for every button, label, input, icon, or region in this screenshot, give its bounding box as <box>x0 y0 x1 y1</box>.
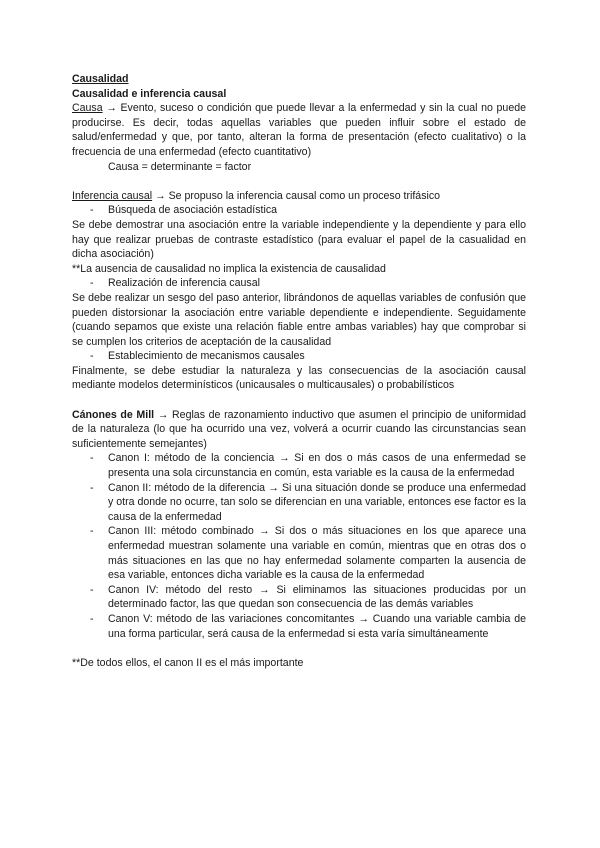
canon-item <box>72 481 526 525</box>
bullet-dash: - <box>90 612 94 625</box>
bullet-dash: - <box>90 452 94 465</box>
step-3-label: Establecimiento de mecanismos causales <box>108 350 305 363</box>
causa-formula: Causa = determinante = factor <box>108 160 252 173</box>
mill-term: Cánones de Mill <box>72 408 155 421</box>
mill-definition <box>72 408 526 452</box>
spacer <box>72 393 526 408</box>
bullet-dash: - <box>90 583 94 596</box>
canon-item <box>72 451 526 480</box>
spacer <box>72 174 526 189</box>
mill-text: → Reglas de razonamiento inductivo que asumen el principio de uniformidad de la naturaleza (lo que ha ocurrido una vez, volverá a ocurrir cuando las circunstancias sean suficientemente semejantes) <box>72 408 526 450</box>
canon-text: Canon III: método combinado → Si dos o más situaciones en los que aparece una enfermedad muestran solamente una variable en común, mientras que en otras dos o más situaciones en las que no hay enfermedad solamente comparten la ausencia de esa variable, entonces dicha variable es la causa de la enfermedad <box>108 525 526 582</box>
causality-note: **La ausencia de causalidad no implica la existencia de causalidad <box>72 262 386 275</box>
bullet-dash: - <box>90 277 94 290</box>
bullet-dash: - <box>90 350 94 363</box>
causa-definition <box>72 101 526 159</box>
document-content <box>72 72 526 670</box>
causa-text: → Evento, suceso o condición que puede llevar a la enfermedad y sin la cual no puede producirse. Es decir, todas aquellas variables que pueden influir sobre el estado de salud/enfermedad y que, por tanto, alteran la forma de presentación (efecto cualitativo) o la frecuencia de una enfermedad (efecto cuantitativo) <box>72 102 526 158</box>
inferencia-term: Inferencia causal <box>72 189 153 202</box>
inferencia-text: → Se propuso la inferencia causal como un proceso trifásico <box>152 189 441 202</box>
final-note: **De todos ellos, el canon II es el más importante <box>72 656 304 669</box>
canon-text: Canon IV: método del resto → Si eliminamos las situaciones producidas por un determinado factor, las que quedan son consecuencia de las demás variables <box>108 583 526 611</box>
step-3-text: Finalmente, se debe estudiar la naturaleza y las consecuencias de la asociación causal mediante modelos determinísticos (unicausales o multicausales) o probabilísticos <box>72 364 526 392</box>
canon-item <box>72 524 526 582</box>
document-title: Causalidad <box>72 73 129 85</box>
canon-text: Canon V: método de las variaciones concomitantes → Cuando una variable cambia de una forma particular, será causa de la enfermedad si esta varía simultáneamente <box>108 612 526 640</box>
step-3-bullet <box>72 349 526 364</box>
bullet-dash: - <box>90 204 94 217</box>
step-2-label: Realización de inferencia causal <box>108 277 260 290</box>
canon-text: Canon II: método de la diferencia → Si una situación donde se produce una enfermedad y otra donde no ocurre, tan solo se diferencian en una variable, entonces ese factor es la causa de la enfermedad <box>108 481 526 523</box>
bullet-dash: - <box>90 525 94 538</box>
step-1-label: Búsqueda de asociación estadística <box>108 204 278 217</box>
step-1-text: Se debe demostrar una asociación entre la variable independiente y la dependiente y para ello hay que realizar pruebas de contraste estadístico (para evaluar el papel de la casualidad en dicha asociación) <box>72 218 526 261</box>
canon-item <box>72 612 526 641</box>
step-1-bullet <box>72 203 526 218</box>
bullet-dash: - <box>90 481 94 494</box>
section-subtitle: Causalidad e inferencia causal <box>72 87 227 100</box>
inferencia-definition <box>72 189 526 204</box>
step-2-bullet <box>72 276 526 291</box>
step-2-text: Se debe realizar un sesgo del paso anterior, librándonos de aquellas variables de confusión que pueden distorsionar la asociación entre variable dependiente e independiente. Seguidamente (cuando sepamos que existe una relación fiable entre ambas variables) hay que comprobar si se cumplen los criterios de aceptación de la causalidad <box>72 291 526 348</box>
canon-text: Canon I: método de la conciencia → Si en dos o más casos de una enfermedad se presenta una sola circunstancia en común, esta variable es la causa de la enfermedad <box>108 452 526 480</box>
canon-item <box>72 583 526 612</box>
causa-term: Causa <box>72 102 103 115</box>
spacer <box>72 641 526 656</box>
